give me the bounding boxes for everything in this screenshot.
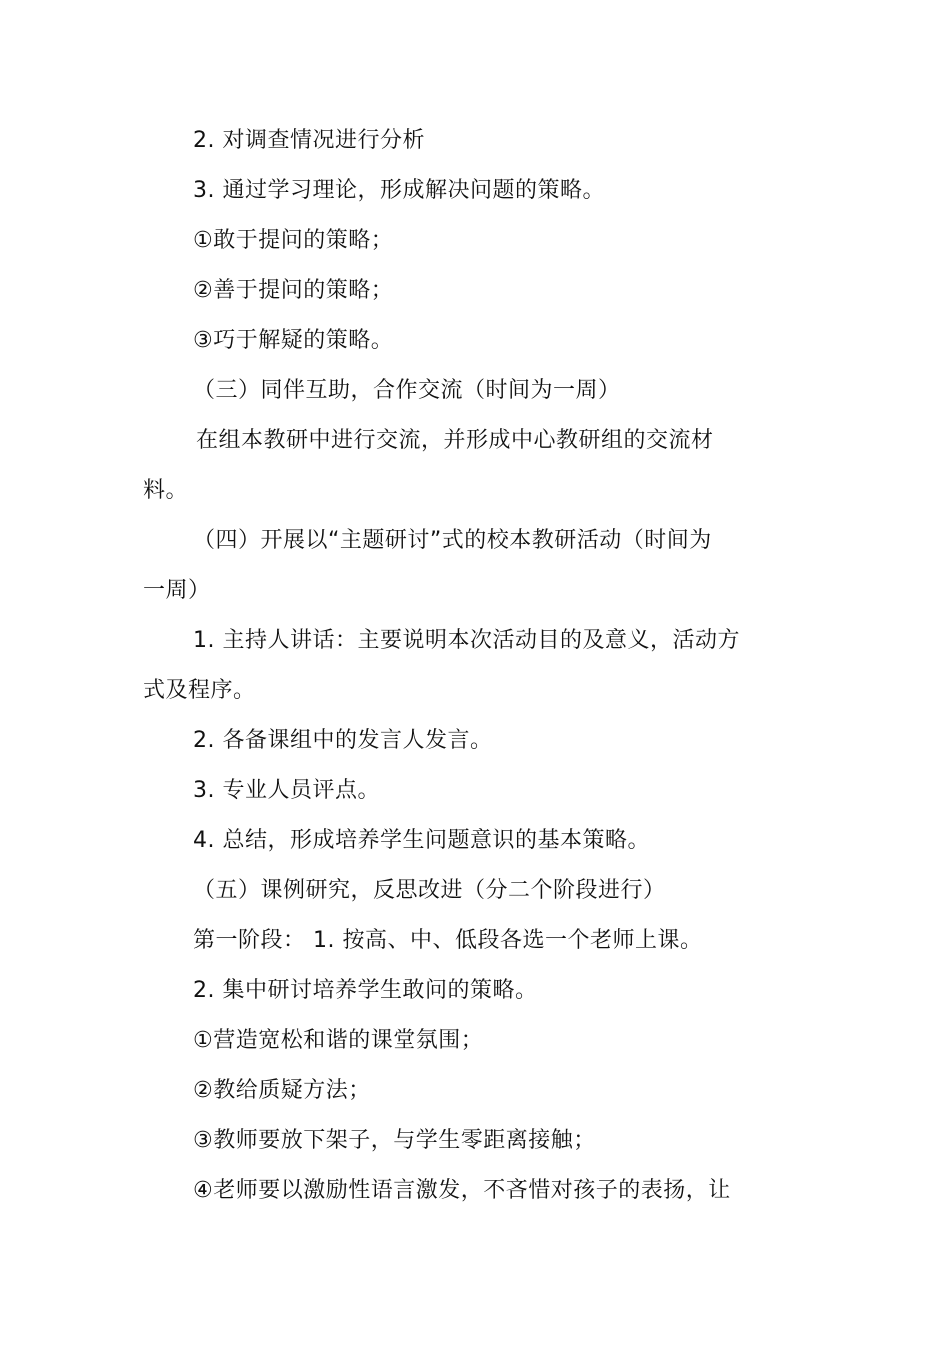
text-line-21: ③教师要放下架子，与学生零距离接触； <box>193 1128 596 1153</box>
text-line-13: 2. 各备课组中的发言人发言。 <box>193 728 493 753</box>
text-line-10: 一周） <box>143 578 211 603</box>
text-line-22: ④老师要以激励性语言激发，不吝惜对孩子的表扬，让 <box>193 1178 731 1203</box>
text-line-19: ①营造宽松和谐的课堂氛围； <box>193 1028 484 1053</box>
section-heading-5: （五）课例研究，反思改进（分二个阶段进行） <box>193 878 666 903</box>
text-line-15: 4. 总结，形成培养学生问题意识的基本策略。 <box>193 828 650 853</box>
text-line-11: 1. 主持人讲话：主要说明本次活动目的及意义，活动方 <box>193 628 740 653</box>
text-line-14: 3. 专业人员评点。 <box>193 778 380 803</box>
text-line-12: 式及程序。 <box>143 678 256 703</box>
text-line-8: 料。 <box>143 478 189 503</box>
text-line-18: 2. 集中研讨培养学生敢问的策略。 <box>193 978 538 1003</box>
text-line-4: ②善于提问的策略； <box>193 278 394 303</box>
text-line-7: 在组本教研中进行交流，并形成中心教研组的交流材 <box>196 428 714 453</box>
text-line-20: ②教给质疑方法； <box>193 1078 371 1103</box>
text-line-17: 第一阶段： 1. 按高、中、低段各选一个老师上课。 <box>193 928 703 953</box>
text-line-2: 3. 通过学习理论，形成解决问题的策略。 <box>193 178 605 203</box>
text-line-3: ①敢于提问的策略； <box>193 228 394 253</box>
text-line-1: 2. 对调查情况进行分析 <box>193 128 425 153</box>
text-line-5: ③巧于解疑的策略。 <box>193 328 394 353</box>
section-heading-3: （三）同伴互助，合作交流（时间为一周） <box>193 378 621 403</box>
section-heading-4: （四）开展以“主题研讨”式的校本教研活动（时间为 <box>193 528 712 553</box>
